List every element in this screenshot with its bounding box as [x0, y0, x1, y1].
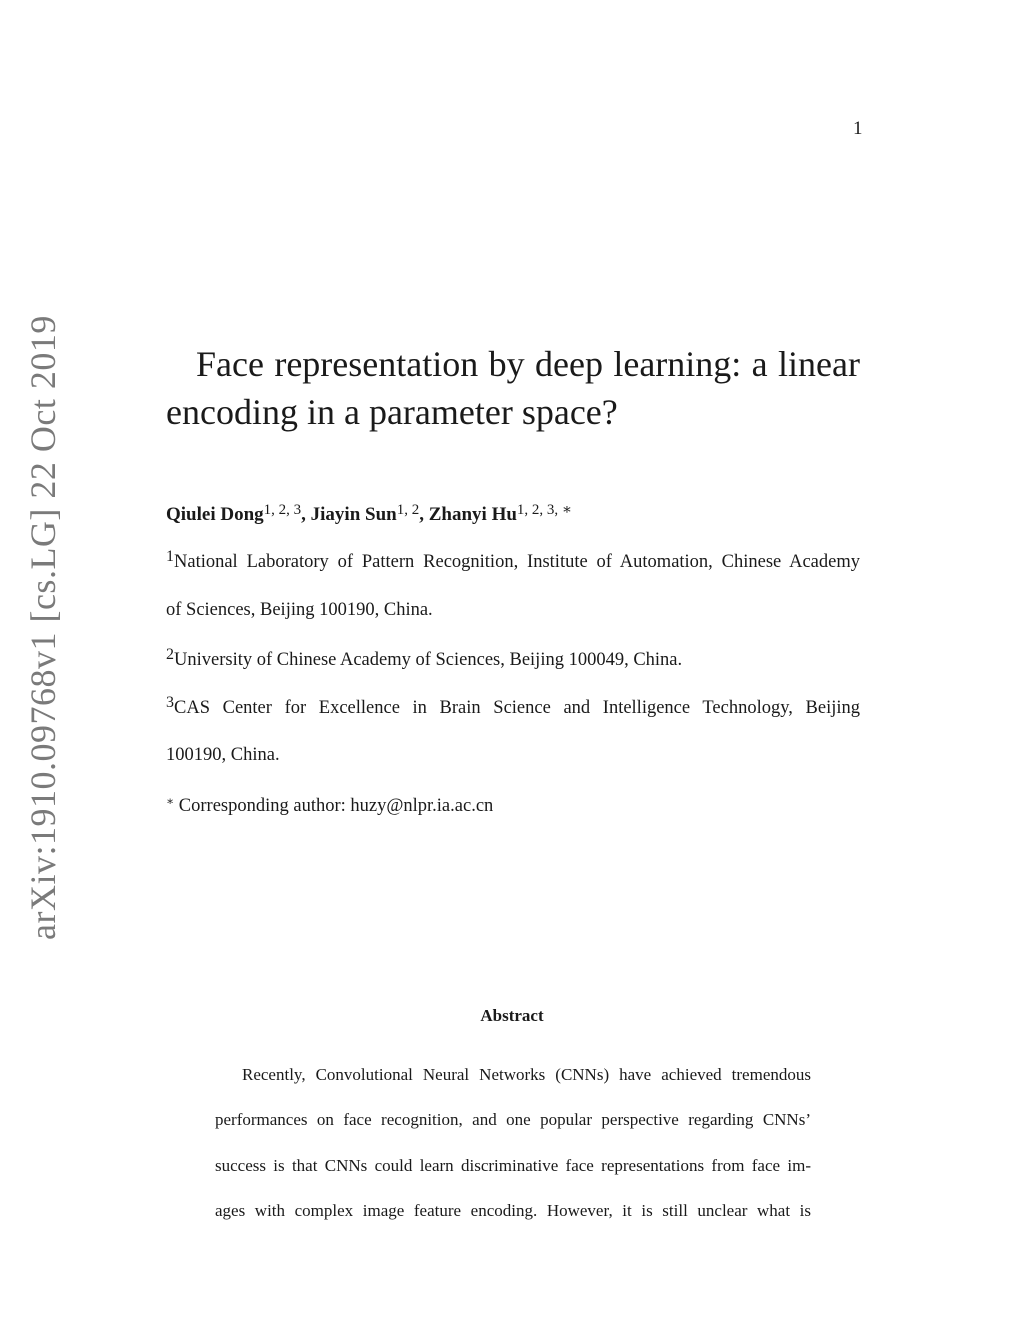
affiliation-1 — [166, 548, 860, 573]
affiliation-2 — [166, 646, 682, 671]
corresponding-marker: ∗ — [166, 794, 175, 808]
affiliation-3-continued: 100190, China. — [166, 745, 280, 765]
author-separator: , — [301, 504, 311, 525]
corresponding-author — [166, 794, 493, 817]
corresponding-author-text: Corresponding author: huzy@nlpr.ia.ac.cn — [178, 796, 494, 816]
affiliation-marker: 2 — [166, 646, 174, 663]
author-affiliation-marks: 1, 2, 3, ∗ — [516, 502, 573, 518]
author-name: Zhanyi Hu — [428, 504, 517, 525]
abstract-heading: Abstract — [480, 1006, 544, 1025]
author-separator: , — [419, 504, 429, 525]
affiliation-text: CAS Center for Excellence in Brain Science and Intelligence Technology, Beijing — [174, 698, 860, 718]
affiliation-text: University of Chinese Academy of Sciences, Beijing 100049, China. — [174, 650, 683, 670]
author-name: Qiulei Dong — [166, 504, 264, 525]
paper-title-line-1: Face representation by deep learning: a linear — [196, 344, 860, 384]
affiliation-1-continued: of Sciences, Beijing 100190, China. — [166, 600, 433, 620]
author-affiliation-marks: 1, 2 — [396, 502, 420, 518]
arxiv-identifier-stamp: arXiv:1910.09768v1 [cs.LG] 22 Oct 2019 — [23, 315, 63, 940]
abstract-line: success is that CNNs could learn discriminative face representations from face im- — [215, 1156, 811, 1175]
affiliation-marker: 3 — [166, 694, 174, 711]
affiliation-marker: 1 — [166, 548, 174, 565]
author-name: Jiayin Sun — [310, 504, 397, 525]
abstract-line: Recently, Convolutional Neural Networks (CNNs) have achieved tremendous — [242, 1065, 811, 1084]
page-number: 1 — [853, 118, 863, 139]
abstract-line: performances on face recognition, and one popular perspective regarding CNNs’ — [215, 1110, 811, 1129]
affiliation-text: National Laboratory of Pattern Recognition, Institute of Automation, Chinese Academy — [174, 552, 860, 572]
paper-title — [166, 340, 860, 436]
affiliation-3 — [166, 694, 860, 719]
author-affiliation-marks: 1, 2, 3 — [263, 502, 302, 518]
abstract-line: ages with complex image feature encoding. However, it is still unclear what is — [215, 1201, 811, 1220]
author-list — [166, 500, 572, 526]
paper-title-line-2: encoding in a parameter space? — [166, 392, 618, 432]
